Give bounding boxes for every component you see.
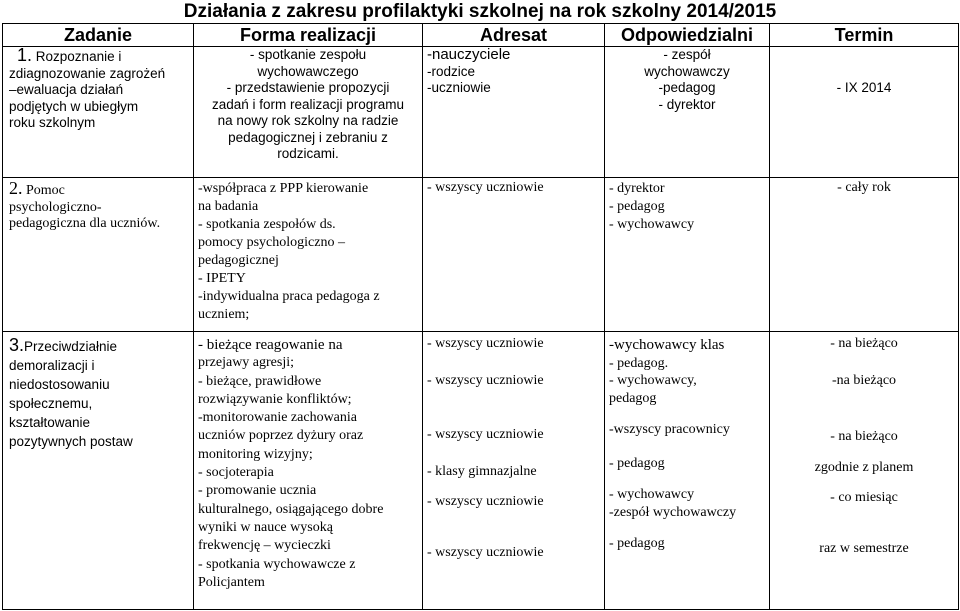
- task-text-line: Przeciwdziałnie: [24, 339, 118, 354]
- header-termin: Termin: [770, 24, 959, 47]
- cell-odpowiedzialni: [605, 332, 770, 610]
- form-line: wychowawczego: [257, 63, 359, 79]
- cell-forma: [194, 332, 423, 610]
- recipient-line: - wszyscy uczniowie: [427, 544, 544, 560]
- header-odpowiedzialni: Odpowiedzialni: [605, 24, 770, 47]
- table-header-row: [3, 24, 959, 47]
- deadline-line: - co miesiąc: [830, 490, 898, 505]
- responsible-line: - pedagog: [609, 536, 665, 551]
- form-line: -monitorowanie zachowania: [198, 410, 357, 426]
- recipient-line: -uczniowie: [427, 80, 491, 95]
- task-number: 2.: [9, 178, 23, 198]
- header-adresat: Adresat: [423, 24, 605, 47]
- responsible-line: -wszyscy pracownicy: [609, 422, 730, 437]
- cell-adresat: [423, 47, 605, 178]
- deadline-line: - IX 2014: [836, 80, 892, 95]
- form-line: na nowy rok szkolny na radzie: [217, 113, 399, 128]
- header-forma-realizacji: Forma realizacji: [194, 24, 423, 47]
- form-line: frekwencję – wycieczki: [198, 538, 331, 554]
- cell-odpowiedzialni: [605, 47, 770, 178]
- recipient-line: - wszyscy uczniowie: [427, 372, 544, 388]
- responsible-line: - pedagog.: [609, 355, 669, 371]
- recipient-line: -nauczyciele: [427, 46, 511, 63]
- responsible-line: - dyrektor: [658, 96, 716, 112]
- form-line: - spotkania zespołów ds.: [198, 217, 336, 232]
- table-row: [3, 178, 959, 332]
- form-line: - bieżące reagowanie na: [198, 337, 343, 353]
- document-title: Działania z zakresu profilaktyki szkolnej na rok szkolny 2014/2015: [183, 1, 777, 22]
- header-zadanie: Zadanie: [3, 24, 194, 47]
- form-line: - promowanie ucznia: [198, 483, 317, 499]
- form-line: pomocy psychologiczno –: [198, 235, 345, 250]
- form-line: - bieżące, prawidłowe: [198, 373, 322, 389]
- table-row: [3, 332, 959, 610]
- responsible-line: - dyrektor: [609, 181, 665, 196]
- responsible-line: -wychowawcy klas: [609, 337, 725, 353]
- recipient-line: - wszyscy uczniowie: [427, 336, 544, 351]
- recipient-line: - klasy gimnazjalne: [427, 463, 537, 479]
- cell-zadanie: [3, 178, 194, 332]
- cell-forma: [194, 178, 423, 332]
- form-line: - spotkania wychowawcze z: [198, 556, 356, 572]
- table-row: [3, 47, 959, 178]
- form-line: uczniem;: [198, 307, 250, 322]
- form-line: rozwiązywanie konfliktów;: [198, 391, 352, 407]
- task-text-line: społecznemu,: [9, 396, 93, 411]
- form-line: - przedstawienie propozycji: [226, 80, 390, 95]
- responsible-line: - wychowawcy,: [609, 373, 697, 388]
- recipient-line: -rodzice: [427, 63, 476, 79]
- deadline-line: raz w semestrze: [819, 540, 909, 556]
- task-text-line: Rozpoznanie i: [35, 49, 122, 64]
- responsible-line: pedagog: [609, 390, 657, 406]
- form-line: monitoring wizyjny;: [198, 446, 313, 462]
- task-text-line: kształtowanie: [9, 415, 91, 430]
- deadline-line: - cały rok: [837, 180, 891, 195]
- recipient-line: - wszyscy uczniowie: [427, 180, 544, 195]
- task-number: 1.: [17, 45, 33, 65]
- form-line: wyniki w nauce wysoką: [198, 519, 333, 535]
- deadline-line: - na bieżąco: [830, 429, 898, 444]
- responsible-line: - zespół: [663, 47, 711, 62]
- form-line: kulturalnego, osiągającego dobre: [198, 501, 384, 517]
- cell-termin: [770, 332, 959, 610]
- form-line: zadań i form realizacji programu: [211, 96, 405, 112]
- cell-zadanie: [3, 47, 194, 178]
- cell-zadanie: [3, 332, 194, 610]
- deadline-line: -na bieżąco: [831, 372, 897, 388]
- form-line: - spotkanie zespołu: [249, 47, 367, 62]
- responsible-line: - wychowawcy: [609, 487, 695, 502]
- recipient-line: - wszyscy uczniowie: [427, 494, 544, 509]
- task-text-line: podjętych w ubiegłym: [9, 98, 139, 114]
- form-line: pedagogicznej i zebraniu z: [228, 129, 388, 145]
- prevention-table: [2, 23, 959, 610]
- task-text-line: psychologiczno-: [9, 199, 102, 215]
- responsible-line: - pedagog: [609, 455, 665, 471]
- task-text-line: pedagogiczna dla uczniów.: [9, 216, 161, 231]
- cell-odpowiedzialni: [605, 178, 770, 332]
- cell-forma: [194, 47, 423, 178]
- form-line: rodzicami.: [277, 146, 339, 161]
- task-text-line: niedostosowaniu: [9, 377, 110, 392]
- cell-termin: [770, 178, 959, 332]
- responsible-line: - wychowawcy: [609, 217, 695, 232]
- form-line: przejawy agresji;: [198, 355, 295, 371]
- responsible-line: wychowawczy: [644, 63, 730, 79]
- responsible-line: - pedagog: [609, 199, 665, 214]
- task-number: 3.: [9, 335, 25, 355]
- form-line: pedagogicznej: [198, 253, 279, 268]
- task-text-line: –ewaluacja działań: [9, 82, 124, 97]
- form-line: - socjoterapia: [198, 465, 274, 481]
- deadline-line: zgodnie z planem: [814, 459, 914, 475]
- cell-adresat: [423, 332, 605, 610]
- deadline-line: - na bieżąco: [830, 336, 898, 351]
- task-text-line: pozytywnych postaw: [9, 434, 133, 449]
- form-line: -indywidualna praca pedagoga z: [198, 289, 380, 304]
- form-line: uczniów poprzez dyżury oraz: [198, 428, 364, 444]
- task-text-line: demoralizacji i: [9, 358, 95, 373]
- form-line: -współpraca z PPP kierowanie: [198, 181, 369, 196]
- task-text-line: zdiagnozowanie zagrożeń: [9, 65, 166, 81]
- form-line: - IPETY: [198, 271, 246, 286]
- cell-adresat: [423, 178, 605, 332]
- form-line: na badania: [198, 199, 259, 214]
- task-text-line: Pomoc: [26, 183, 65, 198]
- task-text-line: roku szkolnym: [9, 115, 96, 130]
- form-line: Policjantem: [198, 574, 265, 590]
- recipient-line: - wszyscy uczniowie: [427, 427, 544, 442]
- responsible-line: -pedagog: [658, 80, 716, 95]
- cell-termin: [770, 47, 959, 178]
- responsible-line: -zespół wychowawczy: [609, 504, 737, 520]
